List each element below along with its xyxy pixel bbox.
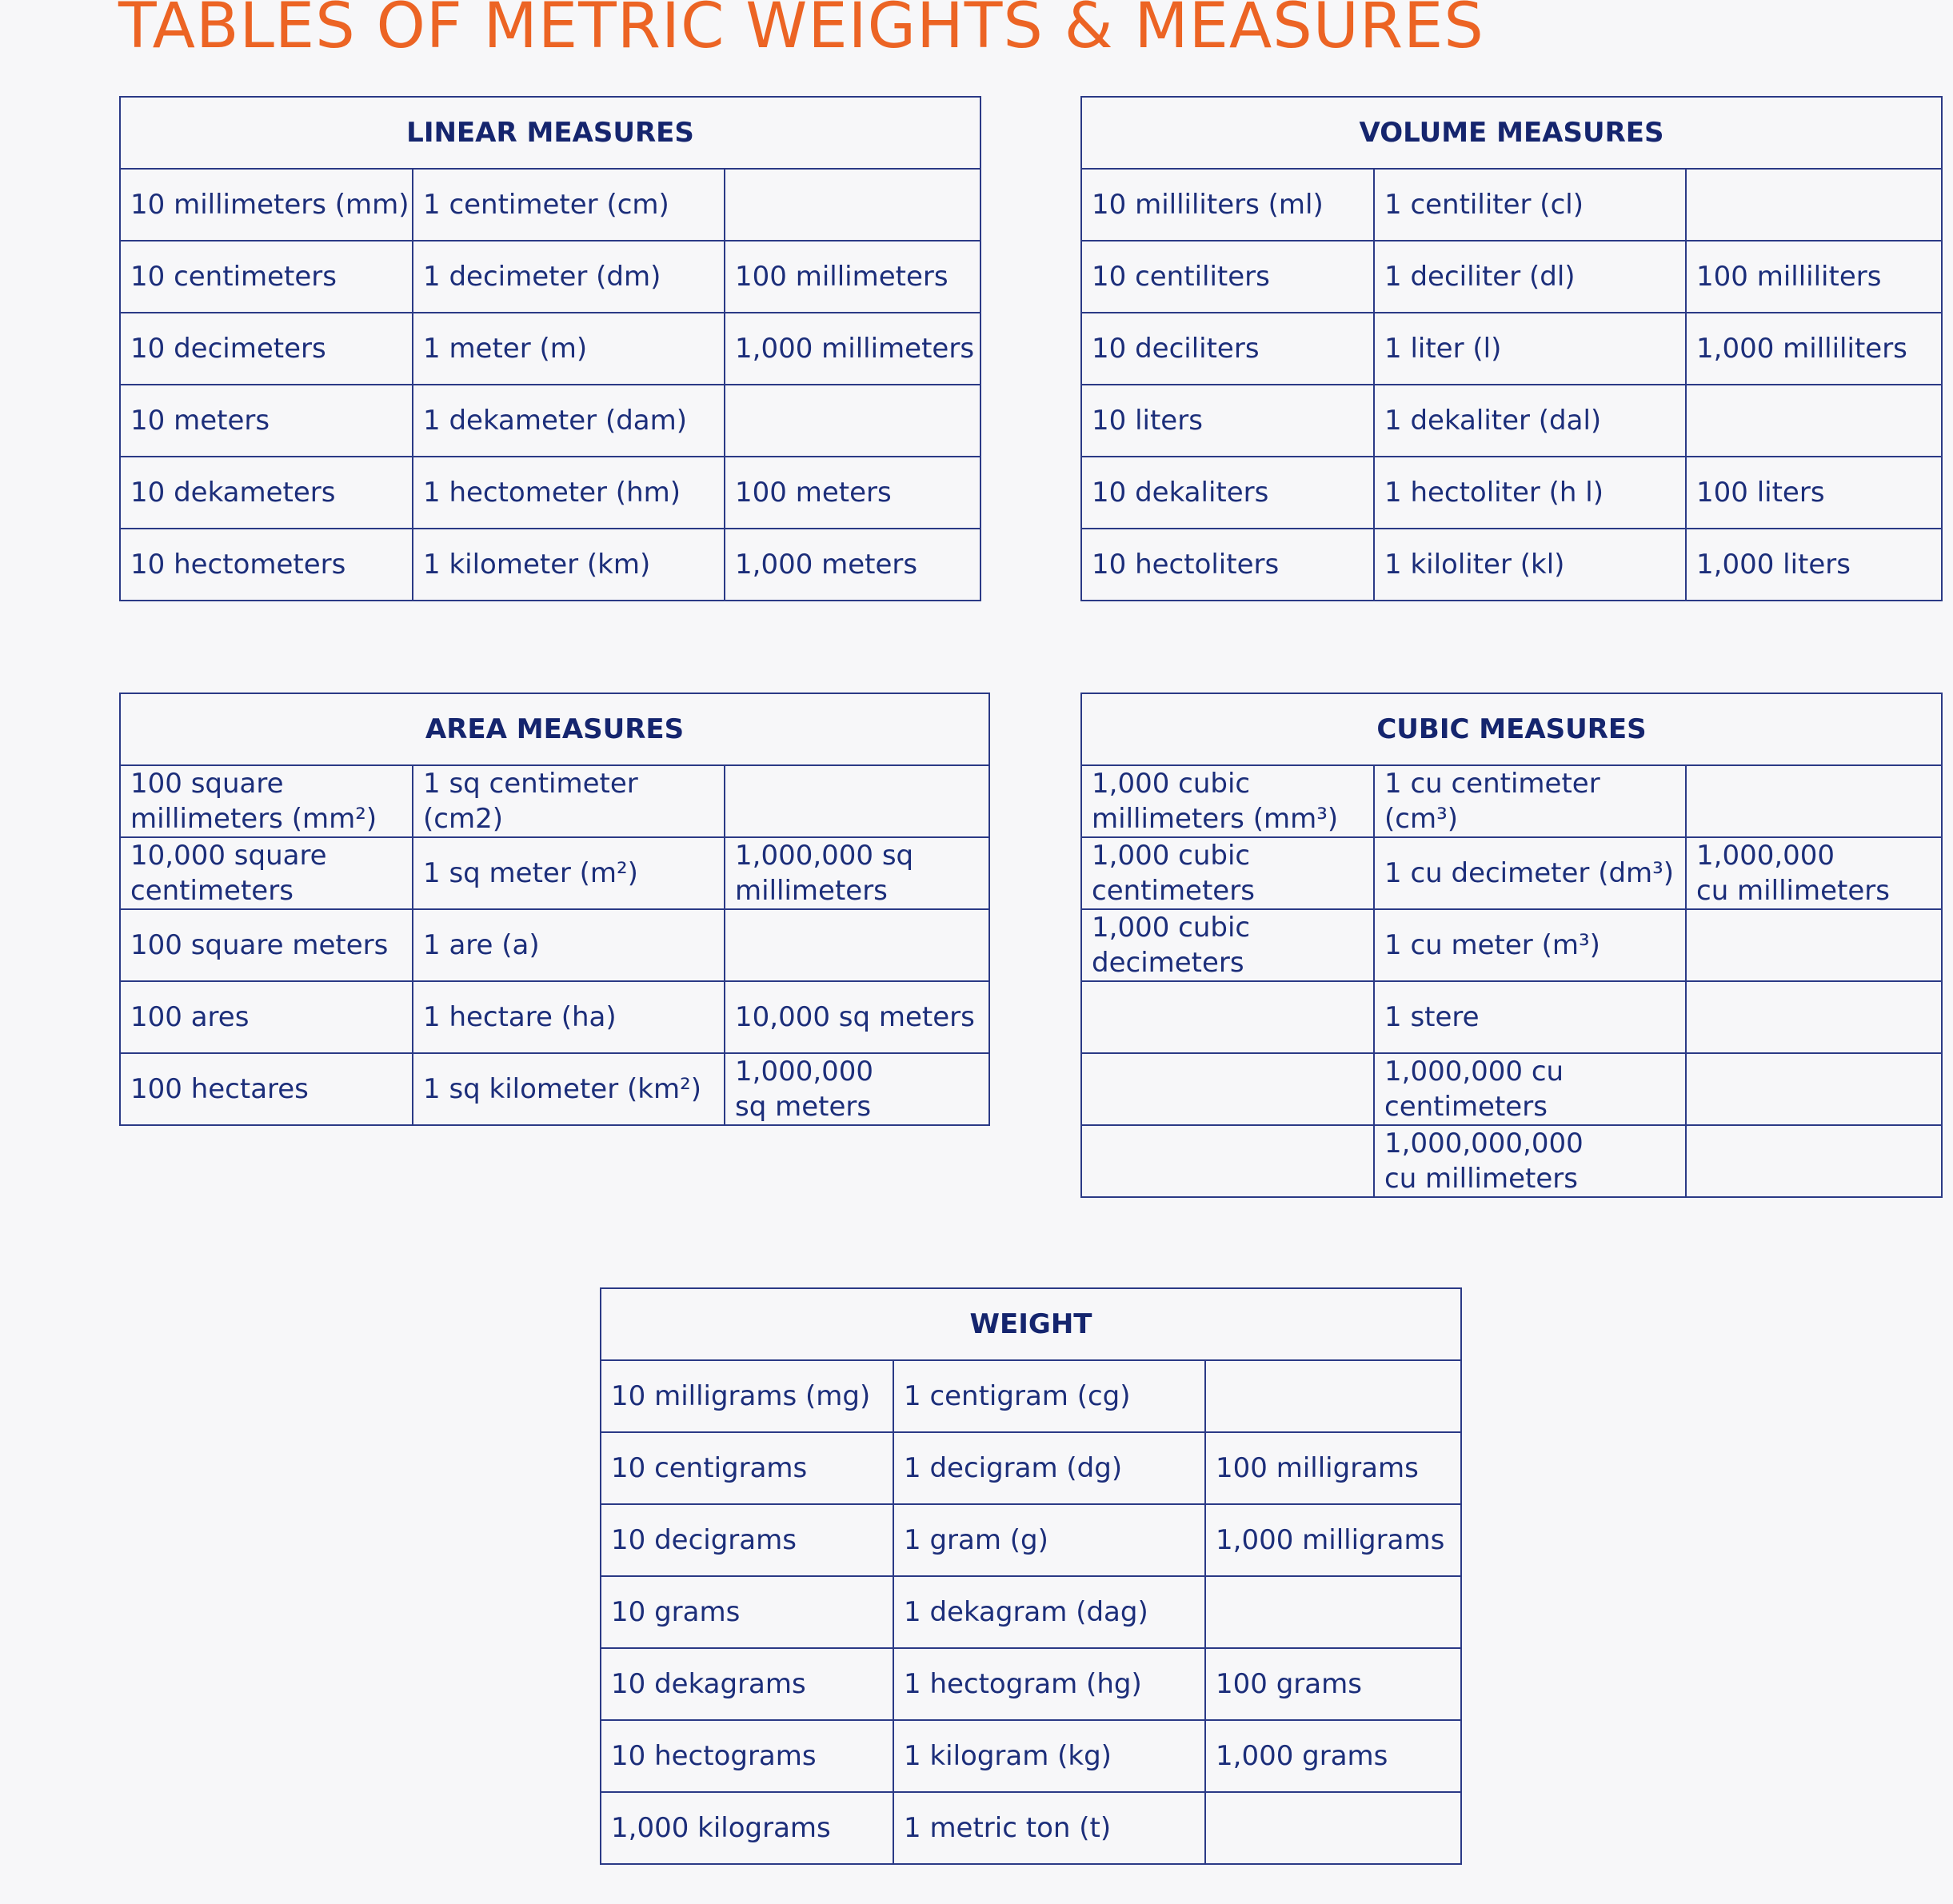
table-cell: 1 centimeter (cm) <box>413 169 725 241</box>
table-cell: 1 cu meter (m³) <box>1374 909 1686 981</box>
table-cell <box>725 169 980 241</box>
table-row <box>120 169 980 241</box>
table-cell: 10,000 sq meters <box>725 981 989 1053</box>
table-row <box>120 241 980 313</box>
table-cell: 1 hectometer (hm) <box>413 457 725 529</box>
table-row <box>1081 529 1942 601</box>
table-cell <box>1686 1053 1942 1125</box>
table-row <box>1081 1053 1942 1125</box>
linear-measures-heading: LINEAR MEASURES <box>120 97 980 169</box>
weight-heading: WEIGHT <box>601 1288 1461 1360</box>
table-row <box>601 1360 1461 1432</box>
table-row <box>601 1720 1461 1792</box>
table-row <box>1081 981 1942 1053</box>
table-cell: 1 decigram (dg) <box>893 1432 1205 1504</box>
table-row <box>601 1648 1461 1720</box>
table-cell: 10 deciliters <box>1081 313 1374 385</box>
table-row <box>1081 1125 1942 1197</box>
table-cell: 1,000 meters <box>725 529 980 601</box>
table-cell: 1 sq centimeter (cm2) <box>413 765 725 837</box>
table-cell: 1 dekaliter (dal) <box>1374 385 1686 457</box>
table-cell: 100 hectares <box>120 1053 413 1125</box>
table-cell <box>725 909 989 981</box>
table-cell: 1,000 grams <box>1205 1720 1461 1792</box>
table-cell: 10 decigrams <box>601 1504 893 1576</box>
page-title: TABLES OF METRIC WEIGHTS & MEASURES <box>118 0 1484 62</box>
table-cell: 1,000 kilograms <box>601 1792 893 1864</box>
table-cell: 1 dekagram (dag) <box>893 1576 1205 1648</box>
table-cell: 1,000 millimeters <box>725 313 980 385</box>
table-row <box>601 1432 1461 1504</box>
table-row <box>1081 169 1942 241</box>
table-cell: 100 milliliters <box>1686 241 1942 313</box>
table-cell: 10 hectoliters <box>1081 529 1374 601</box>
table-cell: 1 meter (m) <box>413 313 725 385</box>
table-row <box>601 1792 1461 1864</box>
table-cell: 1 kiloliter (kl) <box>1374 529 1686 601</box>
table-cell: 10 hectometers <box>120 529 413 601</box>
table-cell: 100 square meters <box>120 909 413 981</box>
table-cell: 10 dekagrams <box>601 1648 893 1720</box>
table-row <box>120 457 980 529</box>
table-cell: 1,000 cubic decimeters <box>1081 909 1374 981</box>
table-row <box>120 765 989 837</box>
table-cell <box>1686 909 1942 981</box>
linear-measures-table <box>119 96 981 601</box>
table-cell <box>1686 385 1942 457</box>
table-cell: 1,000 liters <box>1686 529 1942 601</box>
table-cell: 1 decimeter (dm) <box>413 241 725 313</box>
table-cell: 1 centigram (cg) <box>893 1360 1205 1432</box>
table-cell: 1,000,000 sq meters <box>725 1053 989 1125</box>
table-cell: 100 square millimeters (mm²) <box>120 765 413 837</box>
table-cell: 10 decimeters <box>120 313 413 385</box>
table-cell <box>1081 981 1374 1053</box>
volume-measures-table <box>1080 96 1943 601</box>
table-cell: 1 sq kilometer (km²) <box>413 1053 725 1125</box>
table-cell: 1 metric ton (t) <box>893 1792 1205 1864</box>
table-cell: 10 meters <box>120 385 413 457</box>
table-row <box>1081 313 1942 385</box>
table-cell: 1 are (a) <box>413 909 725 981</box>
table-cell <box>1686 981 1942 1053</box>
table-row <box>1081 457 1942 529</box>
table-cell: 100 ares <box>120 981 413 1053</box>
table-row <box>120 981 989 1053</box>
table-cell: 1,000 cubic millimeters (mm³) <box>1081 765 1374 837</box>
table-cell: 1 sq meter (m²) <box>413 837 725 909</box>
table-cell: 1 hectoliter (h l) <box>1374 457 1686 529</box>
table-cell: 1 dekameter (dam) <box>413 385 725 457</box>
table-cell <box>1205 1576 1461 1648</box>
table-cell: 1 centiliter (cl) <box>1374 169 1686 241</box>
table-cell: 100 liters <box>1686 457 1942 529</box>
cubic-measures-heading: CUBIC MEASURES <box>1081 693 1942 765</box>
cubic-measures-table <box>1080 693 1943 1198</box>
volume-measures-heading: VOLUME MEASURES <box>1081 97 1942 169</box>
table-cell: 1 stere <box>1374 981 1686 1053</box>
table-cell <box>1686 1125 1942 1197</box>
table-cell: 10 centiliters <box>1081 241 1374 313</box>
table-row <box>1081 385 1942 457</box>
table-row <box>601 1504 1461 1576</box>
table-cell <box>725 765 989 837</box>
table-cell <box>1081 1053 1374 1125</box>
table-cell: 1 deciliter (dl) <box>1374 241 1686 313</box>
table-cell: 1 liter (l) <box>1374 313 1686 385</box>
table-cell: 1,000,000 cu millimeters <box>1686 837 1942 909</box>
table-cell: 100 milligrams <box>1205 1432 1461 1504</box>
table-cell: 10 dekameters <box>120 457 413 529</box>
table-cell: 100 millimeters <box>725 241 980 313</box>
table-row <box>120 909 989 981</box>
table-cell <box>725 385 980 457</box>
table-cell: 1 cu centimeter (cm³) <box>1374 765 1686 837</box>
table-cell: 1 cu decimeter (dm³) <box>1374 837 1686 909</box>
table-row <box>120 313 980 385</box>
table-cell: 1,000 milligrams <box>1205 1504 1461 1576</box>
table-cell: 1 hectogram (hg) <box>893 1648 1205 1720</box>
table-row <box>120 837 989 909</box>
table-row <box>120 1053 989 1125</box>
table-cell: 100 meters <box>725 457 980 529</box>
table-cell: 10 milliliters (ml) <box>1081 169 1374 241</box>
table-row <box>120 529 980 601</box>
table-cell: 10 centigrams <box>601 1432 893 1504</box>
table-cell: 10 hectograms <box>601 1720 893 1792</box>
area-measures-table <box>119 693 990 1126</box>
table-cell <box>1081 1125 1374 1197</box>
table-cell: 1 kilometer (km) <box>413 529 725 601</box>
table-cell: 1,000,000 cu centimeters <box>1374 1053 1686 1125</box>
table-cell: 1,000 milliliters <box>1686 313 1942 385</box>
area-measures-heading: AREA MEASURES <box>120 693 989 765</box>
table-cell: 10 milligrams (mg) <box>601 1360 893 1432</box>
table-cell <box>1205 1360 1461 1432</box>
table-cell <box>1686 169 1942 241</box>
weight-table <box>600 1287 1462 1865</box>
table-cell: 10 dekaliters <box>1081 457 1374 529</box>
table-cell: 1 hectare (ha) <box>413 981 725 1053</box>
table-cell: 1,000,000,000 cu millimeters <box>1374 1125 1686 1197</box>
table-cell: 10,000 square centimeters <box>120 837 413 909</box>
table-cell: 10 liters <box>1081 385 1374 457</box>
table-row <box>120 385 980 457</box>
table-row <box>601 1576 1461 1648</box>
table-cell: 1,000,000 sq millimeters <box>725 837 989 909</box>
table-cell: 1 kilogram (kg) <box>893 1720 1205 1792</box>
table-cell: 1 gram (g) <box>893 1504 1205 1576</box>
table-row <box>1081 765 1942 837</box>
table-cell: 1,000 cubic centimeters <box>1081 837 1374 909</box>
table-cell: 10 grams <box>601 1576 893 1648</box>
table-cell: 10 centimeters <box>120 241 413 313</box>
table-row <box>1081 909 1942 981</box>
table-cell: 100 grams <box>1205 1648 1461 1720</box>
table-row <box>1081 241 1942 313</box>
table-cell <box>1686 765 1942 837</box>
table-cell <box>1205 1792 1461 1864</box>
table-cell: 10 millimeters (mm) <box>120 169 413 241</box>
table-row <box>1081 837 1942 909</box>
